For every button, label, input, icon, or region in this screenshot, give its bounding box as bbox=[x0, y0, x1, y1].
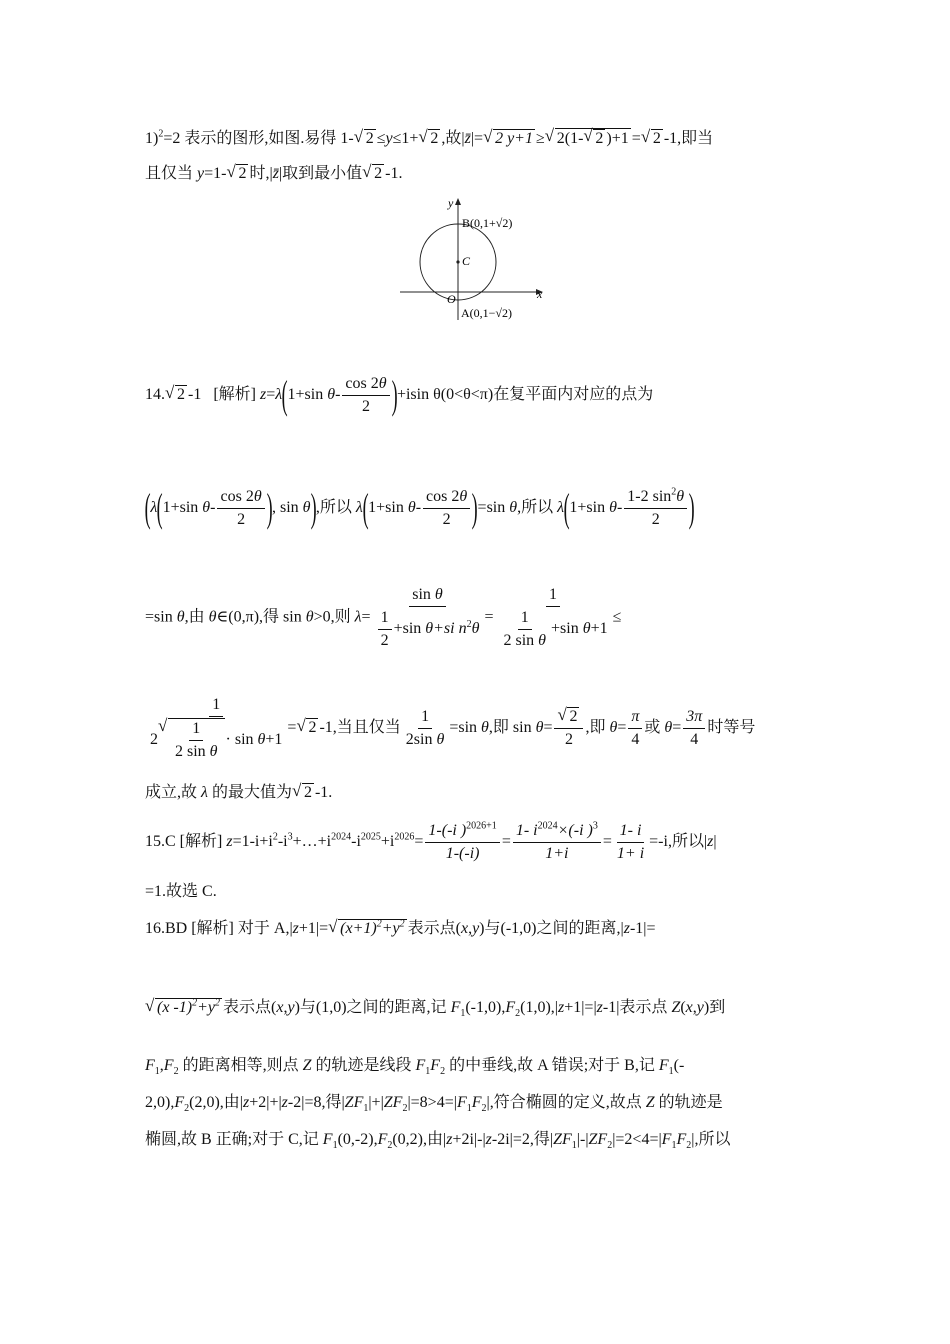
text-line-14-5: 成立,故 λ 的最大值为√ 2 -1. bbox=[145, 783, 332, 803]
text-line-14-4: 1 2 √ $\frac{1}{\text{2 sin θ}}$ · sin θ+1 =√ 2 -1,当且仅当 $\frac{1}{\text{2sin θ}}$ =sin θ,即 sin θ= √ $\frac{2}{2}$ ,即 θ= $\frac{\pi}{4}$ 或 θ= $\frac{3\pi}{4}$ 时等号 bbox=[145, 695, 755, 762]
text-line-14-3: =sin θ,由 θ∈(0,π),得 sin θ>0,则 λ= sin θ $\frac{1}{2}$ +sin θ+si $n^2\theta$ = 1 $\frac{1}{\text{2 sin θ}}$ +sin θ+1 ≤ bbox=[145, 586, 622, 649]
text-line-16-5: 椭圆,故 B 正确;对于 C,记 $F_1(0,-2),F_2(0,2)$,由|z+2i|-|z-2i|=2,得$|ZF_1|-|ZF_2|=2<4=|F_1F_2|$,所以 bbox=[145, 1131, 731, 1152]
circle-figure bbox=[395, 195, 555, 325]
origin-label: O bbox=[447, 292, 456, 306]
point-b-label: B(0,1+√2) bbox=[462, 216, 513, 230]
text-line-13-2: 且仅当 y=1-√ 2 时,|z̄|取到最小值√ 2 -1. bbox=[145, 164, 402, 184]
point-a-label: A(0,1−√2) bbox=[461, 306, 513, 320]
text-line-15-1: 15.C [解析] $z=1-i+i^2-i^3+\dots+i^{2024}-i^{2025}+i^{2026}=$ $\frac{1-(-i )^{2026+1}}{1-(-i)}$ = $\frac{1- i^{2024}\times(-i )^3}{1+i}$ = $\frac{1- i}{1+ i}$ =-i,所以|z| bbox=[145, 820, 717, 862]
center-dot bbox=[456, 260, 459, 263]
text-line-16-1: 16.BD [解析] 对于 A,|z+1|=√ $(x+1)^2+y^2$ 表示点(x,y)与(-1,0)之间的距离,|z-1|= bbox=[145, 913, 656, 945]
x-axis-label: x bbox=[537, 287, 543, 301]
text-line-16-2: √ (x $-1)^2+y^2$ 表示点(x,y)与(1,0)之间的距离,记 $F_1(-1,0),F_2(1,0),|z+1|=|z-1|$表示点 Z(x,y)到 bbox=[145, 992, 725, 1024]
y-arrow bbox=[455, 198, 461, 205]
center-label: C bbox=[462, 254, 471, 268]
text-line-13-1: 1)$^2$=2 表示的图形,如图.易得 1-√ 2 ≤y≤1+√ 2 ,故|z̄|=√ 2 y+1 ≥√ 2(1-√ 2 )+1 =√ 2 -1,即当 bbox=[145, 128, 713, 149]
y-axis-label: y bbox=[448, 196, 454, 210]
text-line-16-3: $F_1,F_2$ 的距离相等,则点 Z 的轨迹是线段 $F_1F_2$ 的中垂线,故 A 错误;对于 B,记 $F_1(-$ bbox=[145, 1057, 685, 1078]
text-line-14-1: 14.√ 2 -1 [解析] z=λ(1+sin θ- $\frac{\cos 2\theta}{2}$ )+isin θ(0<θ<π)在复平面内对应的点为 bbox=[145, 365, 653, 425]
sqrt-symbol: √ 2 bbox=[354, 129, 376, 149]
text-line-14-2: (λ(1+sin θ- $\frac{\cos 2\theta}{2}$ ), sin θ),所以 λ(1+sin θ- $\frac{\cos 2\theta}{2}$ )=sin θ,所以 λ(1+sin θ- $\frac{1-2 \sin^2\theta}{2}$ ) bbox=[144, 485, 695, 531]
text-line-16-4: $2,0),F_2(2,0)$,由|z+2|+|z-2|=8,得$|ZF_1|+|ZF_2|=8>4=|F_1F_2|$,符合椭圆的定义,故点 Z 的轨迹是 bbox=[145, 1094, 723, 1115]
text-line-15-2: =1.故选 C. bbox=[145, 883, 217, 900]
